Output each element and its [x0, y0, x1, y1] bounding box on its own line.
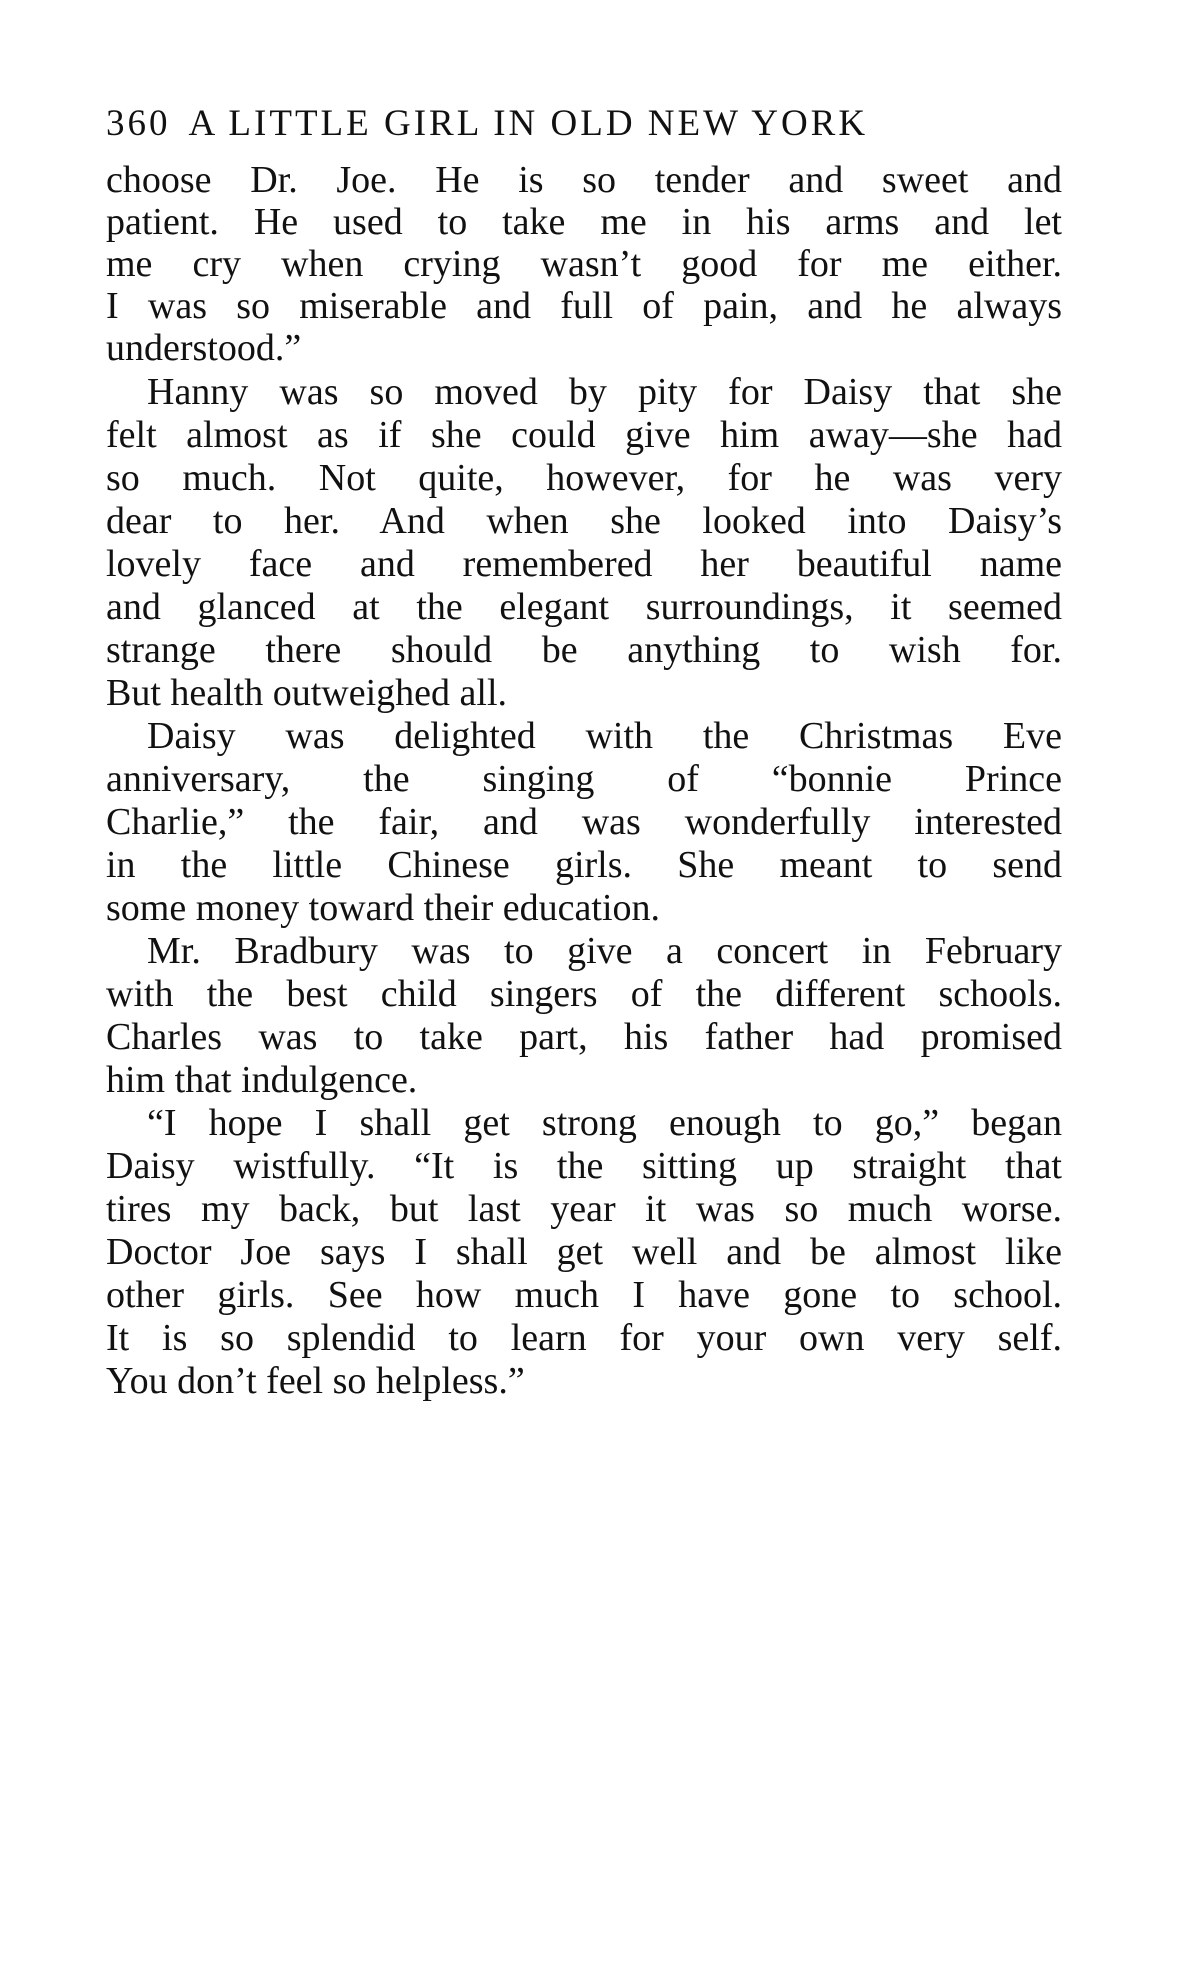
text-line: dear to her. And when she looked into Daisy’s	[106, 500, 1062, 542]
text-line: me cry when crying wasn’t good for me either.	[106, 243, 1062, 285]
text-line: felt almost as if she could give him away—she had	[106, 414, 1062, 456]
page-number: 360	[106, 103, 171, 144]
text-line: other girls. See how much I have gone to school.	[106, 1274, 1062, 1316]
running-header	[106, 100, 1066, 148]
text-line: I was so miserable and full of pain, and he always	[106, 285, 1062, 327]
text-line: lovely face and remembered her beautiful name	[106, 543, 1062, 585]
text-line: Charlie,” the fair, and was wonderfully interested	[106, 801, 1062, 843]
text-line: “I hope I shall get strong enough to go,” began	[147, 1102, 1062, 1144]
text-line: in the little Chinese girls. She meant to send	[106, 844, 1062, 886]
text-line: tires my back, but last year it was so much worse.	[106, 1188, 1062, 1230]
text-line: Daisy was delighted with the Christmas Eve	[147, 715, 1062, 757]
text-line: with the best child singers of the different schools.	[106, 973, 1062, 1015]
text-line: Mr. Bradbury was to give a concert in February	[147, 930, 1062, 972]
text-line: him that indulgence.	[106, 1059, 418, 1101]
text-line: It is so splendid to learn for your own very self.	[106, 1317, 1062, 1359]
text-line: Charles was to take part, his father had promised	[106, 1016, 1062, 1058]
text-line: Daisy wistfully. “It is the sitting up straight that	[106, 1145, 1062, 1187]
text-line: choose Dr. Joe. He is so tender and sweet and	[106, 159, 1062, 201]
text-line: understood.”	[106, 327, 302, 369]
text-line: You don’t feel so helpless.”	[106, 1360, 525, 1402]
text-line: some money toward their education.	[106, 887, 661, 929]
text-line: so much. Not quite, however, for he was very	[106, 457, 1062, 499]
text-line: and glanced at the elegant surroundings, it seemed	[106, 586, 1062, 628]
text-line: Hanny was so moved by pity for Daisy that she	[147, 371, 1062, 413]
text-line: Doctor Joe says I shall get well and be almost like	[106, 1231, 1062, 1273]
running-title: A LITTLE GIRL IN OLD NEW YORK	[188, 103, 869, 144]
text-line: strange there should be anything to wish for.	[106, 629, 1062, 671]
text-line: But health outweighed all.	[106, 672, 508, 714]
text-line: patient. He used to take me in his arms and let	[106, 201, 1062, 243]
text-line: anniversary, the singing of “bonnie Prince	[106, 758, 1062, 800]
